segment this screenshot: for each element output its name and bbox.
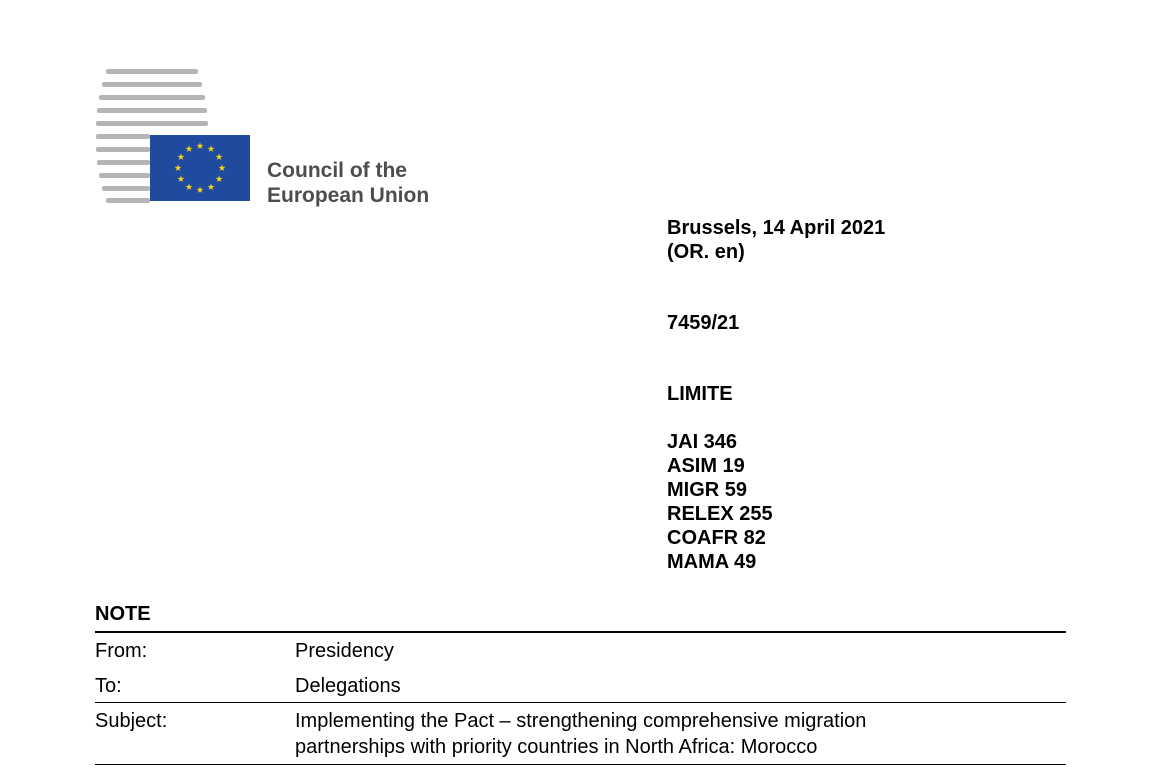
subject-value-line-1: Implementing the Pact – strengthening comprehensive migration xyxy=(295,710,867,732)
council-logo-graphic xyxy=(94,68,254,204)
organization-name xyxy=(267,158,429,208)
subject-label: Subject: xyxy=(95,710,168,732)
to-value: Delegations xyxy=(295,675,401,697)
original-language: (OR. en) xyxy=(667,241,745,263)
subject-value-line-2: partnerships with priority countries in North Africa: Morocco xyxy=(295,736,818,758)
code-list xyxy=(667,430,885,574)
note-divider-top xyxy=(95,631,1066,633)
place-date: Brussels, 14 April 2021 xyxy=(667,217,886,239)
code-item: ASIM 19 xyxy=(667,455,745,477)
org-name-line-2: European Union xyxy=(267,184,430,207)
document-meta xyxy=(667,216,885,574)
document-number: 7459/21 xyxy=(667,312,740,334)
to-label: To: xyxy=(95,675,122,697)
council-logo xyxy=(94,68,254,204)
code-item: MIGR 59 xyxy=(667,479,748,501)
classification: LIMITE xyxy=(667,383,733,405)
code-item: RELEX 255 xyxy=(667,503,773,525)
code-item: MAMA 49 xyxy=(667,551,757,573)
from-value: Presidency xyxy=(295,640,394,662)
to-divider xyxy=(95,702,1066,703)
org-name-line-1: Council of the xyxy=(267,159,407,182)
note-title: NOTE xyxy=(95,603,151,625)
code-item: JAI 346 xyxy=(667,431,738,453)
code-item: COAFR 82 xyxy=(667,527,766,549)
from-label: From: xyxy=(95,640,148,662)
subject-divider xyxy=(95,764,1066,765)
